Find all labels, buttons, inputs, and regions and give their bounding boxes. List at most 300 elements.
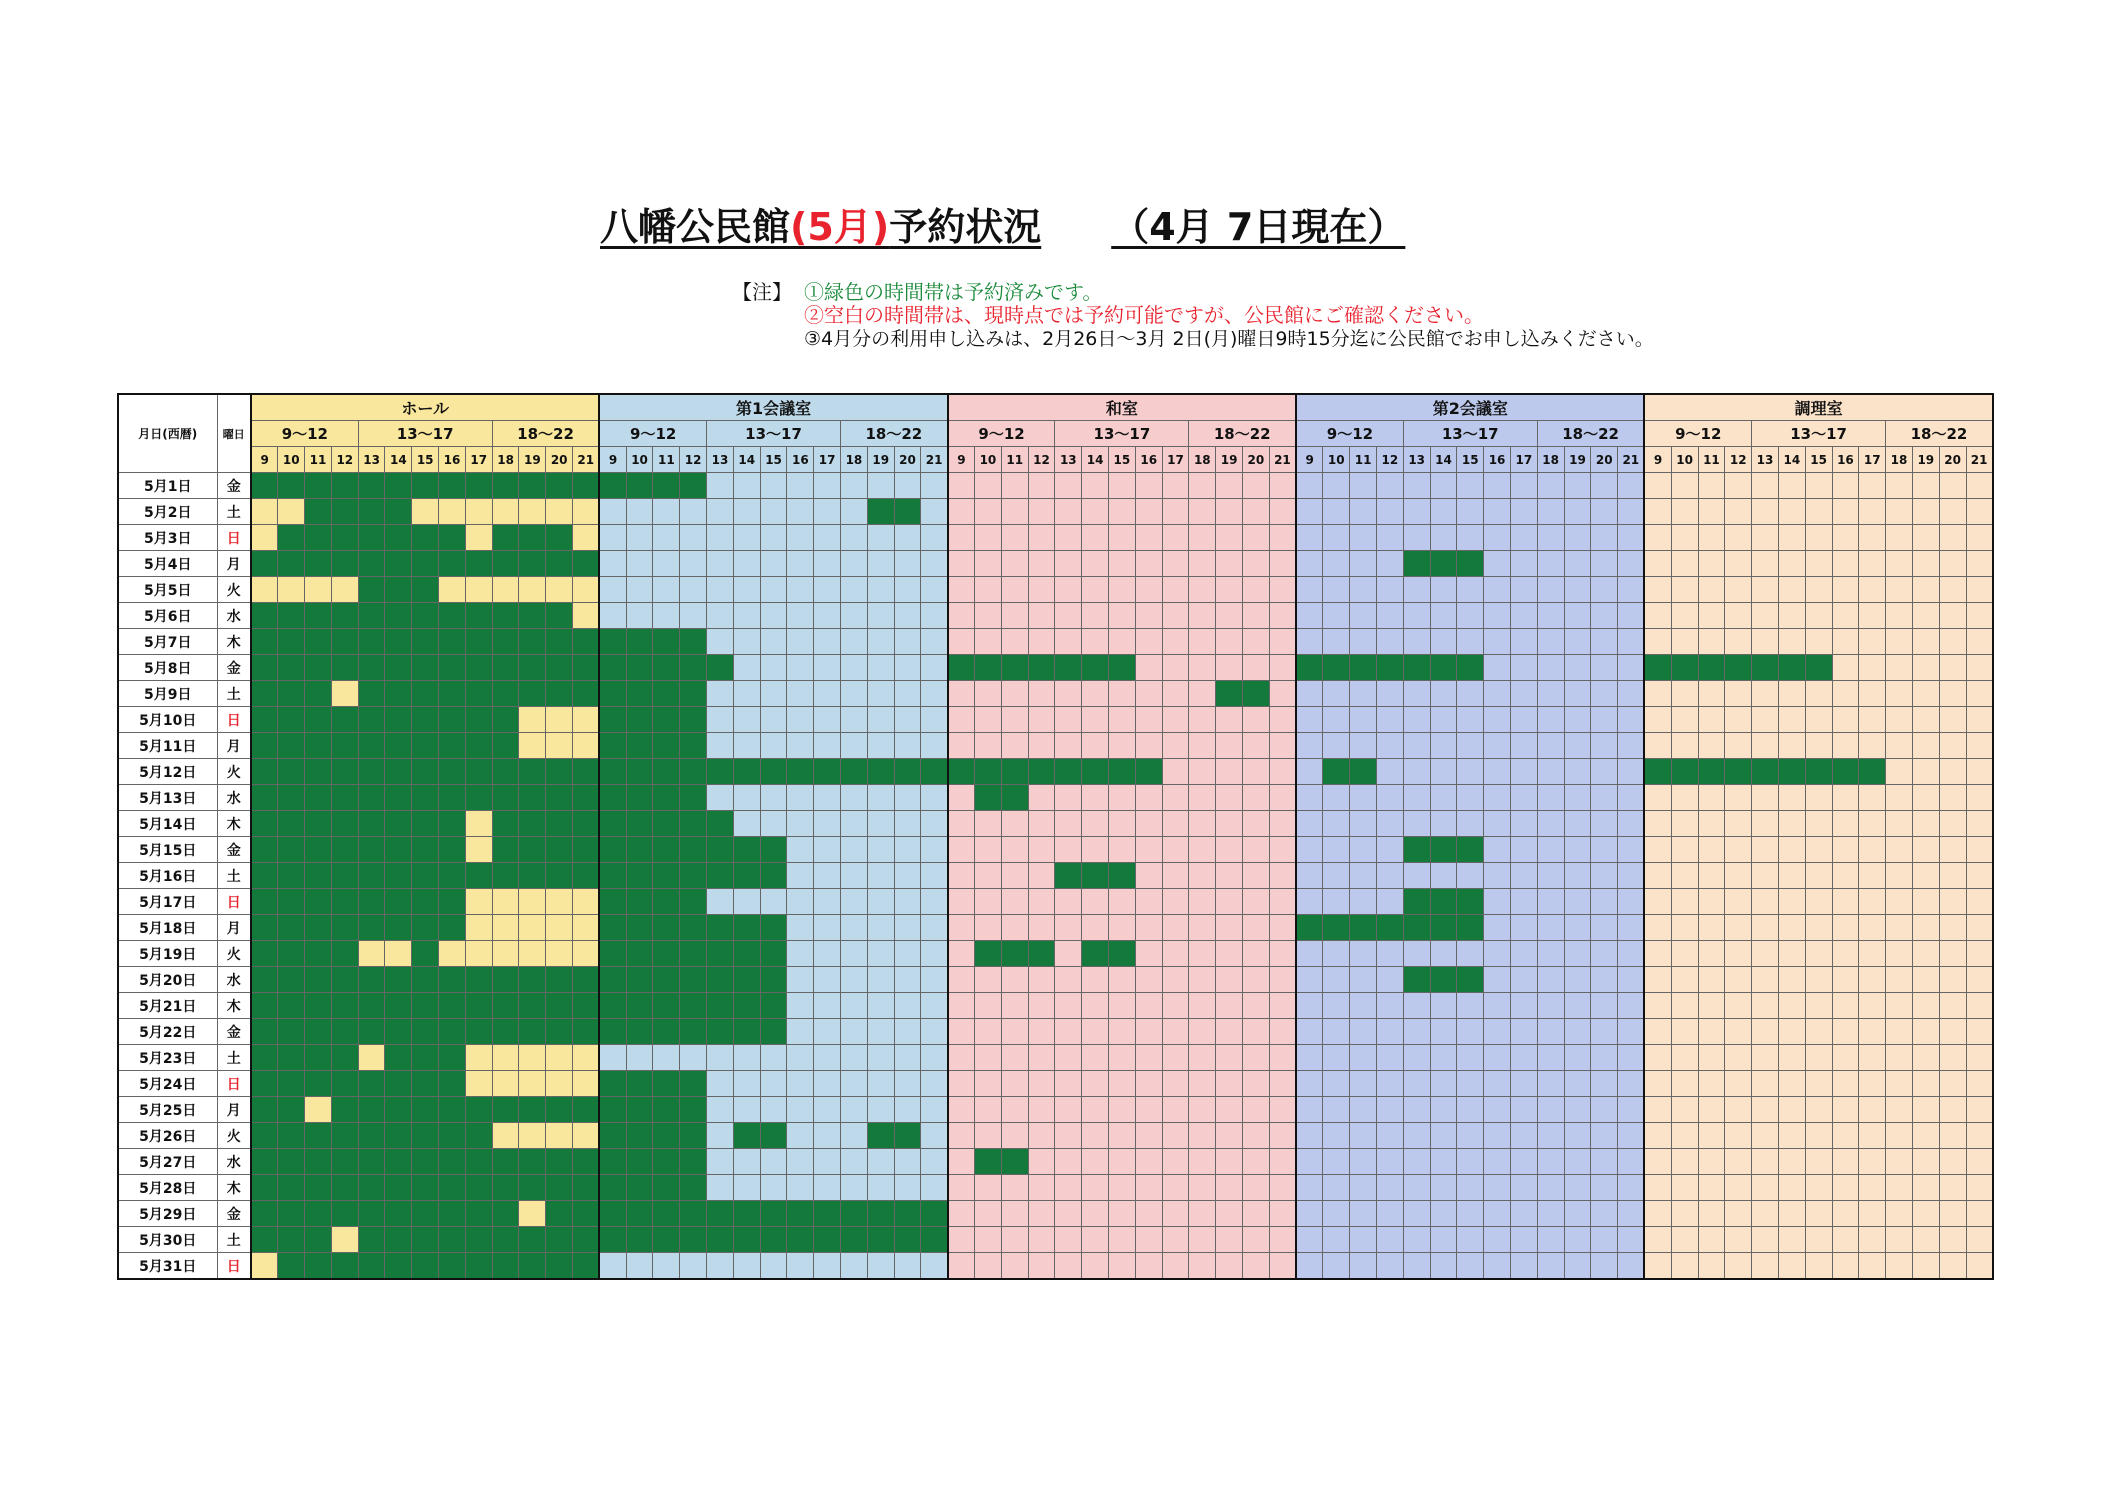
available-slot-cell [1725, 1227, 1752, 1253]
available-slot-cell [760, 473, 787, 499]
available-slot-cell [1242, 1097, 1269, 1123]
available-slot-cell [1966, 759, 1993, 785]
available-slot-cell [1135, 473, 1162, 499]
available-slot-cell [1430, 681, 1457, 707]
available-slot-cell [1805, 551, 1832, 577]
booked-slot-cell [733, 941, 760, 967]
available-slot-cell [1805, 1045, 1832, 1071]
available-slot-cell [573, 603, 600, 629]
available-slot-cell [546, 577, 573, 603]
booked-slot-cell [546, 655, 573, 681]
available-slot-cell [814, 1253, 841, 1280]
available-slot-cell [1189, 1097, 1216, 1123]
available-slot-cell [1778, 603, 1805, 629]
hour-header: 12 [680, 447, 707, 473]
available-slot-cell [1510, 525, 1537, 551]
available-slot-cell [1591, 1201, 1618, 1227]
available-slot-cell [1671, 785, 1698, 811]
booked-slot-cell [814, 1201, 841, 1227]
available-slot-cell [921, 889, 948, 915]
available-slot-cell [465, 1071, 492, 1097]
booked-slot-cell [439, 473, 466, 499]
weekday-cell: 水 [217, 967, 251, 993]
available-slot-cell [867, 525, 894, 551]
table-row [118, 941, 1993, 967]
booked-slot-cell [358, 1253, 385, 1280]
available-slot-cell [1564, 499, 1591, 525]
booked-slot-cell [439, 1227, 466, 1253]
booked-slot-cell [358, 811, 385, 837]
available-slot-cell [1832, 915, 1859, 941]
available-slot-cell [1537, 473, 1564, 499]
available-slot-cell [1189, 837, 1216, 863]
booked-slot-cell [278, 915, 305, 941]
booked-slot-cell [412, 993, 439, 1019]
available-slot-cell [1323, 733, 1350, 759]
booked-slot-cell [599, 837, 626, 863]
booked-slot-cell [519, 1175, 546, 1201]
available-slot-cell [1886, 863, 1913, 889]
available-slot-cell [841, 499, 868, 525]
available-slot-cell [787, 863, 814, 889]
available-slot-cell [278, 499, 305, 525]
available-slot-cell [921, 1253, 948, 1280]
available-slot-cell [1832, 941, 1859, 967]
available-slot-cell [1537, 1071, 1564, 1097]
available-slot-cell [1216, 759, 1243, 785]
available-slot-cell [867, 577, 894, 603]
available-slot-cell [1778, 785, 1805, 811]
room-header: ホール [251, 394, 599, 421]
available-slot-cell [1350, 1201, 1377, 1227]
available-slot-cell [1350, 1045, 1377, 1071]
available-slot-cell [707, 1149, 734, 1175]
booked-slot-cell [653, 967, 680, 993]
booked-slot-cell [251, 1149, 278, 1175]
available-slot-cell [358, 1045, 385, 1071]
available-slot-cell [1671, 1227, 1698, 1253]
available-slot-cell [546, 1045, 573, 1071]
available-slot-cell [492, 1071, 519, 1097]
booked-slot-cell [251, 785, 278, 811]
available-slot-cell [1644, 577, 1671, 603]
available-slot-cell [1912, 837, 1939, 863]
available-slot-cell [1591, 811, 1618, 837]
available-slot-cell [948, 707, 975, 733]
available-slot-cell [465, 889, 492, 915]
available-slot-cell [1939, 551, 1966, 577]
booked-slot-cell [1028, 759, 1055, 785]
available-slot-cell [1752, 577, 1779, 603]
table-row [118, 1253, 1993, 1280]
available-slot-cell [1537, 1097, 1564, 1123]
booked-slot-cell [439, 551, 466, 577]
available-slot-cell [975, 1227, 1002, 1253]
booked-slot-cell [1778, 655, 1805, 681]
booked-slot-cell [707, 941, 734, 967]
available-slot-cell [1644, 993, 1671, 1019]
booked-slot-cell [439, 993, 466, 1019]
available-slot-cell [1162, 811, 1189, 837]
available-slot-cell [626, 1253, 653, 1280]
available-slot-cell [1939, 733, 1966, 759]
weekday-cell: 土 [217, 1045, 251, 1071]
available-slot-cell [1805, 603, 1832, 629]
available-slot-cell [1725, 577, 1752, 603]
available-slot-cell [1698, 967, 1725, 993]
booked-slot-cell [519, 1097, 546, 1123]
booked-slot-cell [894, 1201, 921, 1227]
available-slot-cell [814, 629, 841, 655]
available-slot-cell [1537, 915, 1564, 941]
booked-slot-cell [546, 629, 573, 655]
available-slot-cell [1805, 577, 1832, 603]
available-slot-cell [1591, 707, 1618, 733]
booked-slot-cell [573, 811, 600, 837]
available-slot-cell [948, 811, 975, 837]
available-slot-cell [1510, 837, 1537, 863]
available-slot-cell [1966, 915, 1993, 941]
available-slot-cell [1725, 707, 1752, 733]
available-slot-cell [1832, 1123, 1859, 1149]
booked-slot-cell [653, 1149, 680, 1175]
booked-slot-cell [305, 811, 332, 837]
booked-slot-cell [1296, 655, 1323, 681]
available-slot-cell [948, 1045, 975, 1071]
available-slot-cell [733, 1175, 760, 1201]
booked-slot-cell [519, 473, 546, 499]
booked-slot-cell [707, 993, 734, 1019]
available-slot-cell [867, 863, 894, 889]
available-slot-cell [1805, 993, 1832, 1019]
available-slot-cell [1752, 889, 1779, 915]
available-slot-cell [1752, 811, 1779, 837]
available-slot-cell [1698, 1123, 1725, 1149]
booked-slot-cell [492, 1149, 519, 1175]
available-slot-cell [841, 941, 868, 967]
booked-slot-cell [599, 1149, 626, 1175]
booked-slot-cell [546, 473, 573, 499]
available-slot-cell [1403, 733, 1430, 759]
available-slot-cell [814, 681, 841, 707]
hour-header: 15 [1457, 447, 1484, 473]
available-slot-cell [1698, 1253, 1725, 1280]
available-slot-cell [1564, 473, 1591, 499]
available-slot-cell [1966, 1097, 1993, 1123]
booked-slot-cell [653, 1097, 680, 1123]
booked-slot-cell [519, 1227, 546, 1253]
available-slot-cell [546, 941, 573, 967]
available-slot-cell [1028, 837, 1055, 863]
available-slot-cell [1752, 863, 1779, 889]
time-slot-header: 9～12 [1296, 421, 1403, 447]
available-slot-cell [1698, 1019, 1725, 1045]
booked-slot-cell [385, 1071, 412, 1097]
booked-slot-cell [278, 1175, 305, 1201]
booked-slot-cell [305, 1227, 332, 1253]
available-slot-cell [921, 993, 948, 1019]
available-slot-cell [1778, 993, 1805, 1019]
available-slot-cell [439, 941, 466, 967]
available-slot-cell [1162, 629, 1189, 655]
booked-slot-cell [278, 863, 305, 889]
available-slot-cell [1832, 1227, 1859, 1253]
available-slot-cell [1912, 1097, 1939, 1123]
available-slot-cell [1162, 1097, 1189, 1123]
available-slot-cell [867, 1175, 894, 1201]
available-slot-cell [1564, 889, 1591, 915]
available-slot-cell [1939, 785, 1966, 811]
available-slot-cell [1001, 993, 1028, 1019]
booked-slot-cell [948, 759, 975, 785]
available-slot-cell [867, 993, 894, 1019]
available-slot-cell [1698, 837, 1725, 863]
available-slot-cell [1109, 681, 1136, 707]
available-slot-cell [1698, 811, 1725, 837]
available-slot-cell [1939, 603, 1966, 629]
booked-slot-cell [653, 681, 680, 707]
table-row [118, 1123, 1993, 1149]
available-slot-cell [1082, 681, 1109, 707]
available-slot-cell [1028, 603, 1055, 629]
available-slot-cell [519, 915, 546, 941]
booked-slot-cell [439, 785, 466, 811]
booked-slot-cell [546, 811, 573, 837]
hour-header: 16 [787, 447, 814, 473]
available-slot-cell [894, 915, 921, 941]
available-slot-cell [841, 681, 868, 707]
available-slot-cell [1886, 655, 1913, 681]
booked-slot-cell [733, 759, 760, 785]
available-slot-cell [787, 1253, 814, 1280]
available-slot-cell [867, 1253, 894, 1280]
available-slot-cell [1457, 473, 1484, 499]
available-slot-cell [1350, 1175, 1377, 1201]
page-title [600, 196, 1600, 251]
booked-slot-cell [1216, 681, 1243, 707]
available-slot-cell [1644, 1175, 1671, 1201]
weekday-cell: 木 [217, 1175, 251, 1201]
booked-slot-cell [278, 603, 305, 629]
available-slot-cell [1778, 551, 1805, 577]
available-slot-cell [519, 733, 546, 759]
date-cell: 5月16日 [118, 863, 217, 889]
available-slot-cell [867, 1097, 894, 1123]
available-slot-cell [1912, 499, 1939, 525]
available-slot-cell [1966, 941, 1993, 967]
available-slot-cell [1591, 1097, 1618, 1123]
available-slot-cell [1162, 1149, 1189, 1175]
available-slot-cell [1618, 707, 1645, 733]
booked-slot-cell [492, 1253, 519, 1280]
booked-slot-cell [492, 629, 519, 655]
available-slot-cell [1859, 733, 1886, 759]
hour-header: 10 [1671, 447, 1698, 473]
available-slot-cell [1939, 889, 1966, 915]
available-slot-cell [1109, 1019, 1136, 1045]
table-row [118, 525, 1993, 551]
available-slot-cell [1591, 655, 1618, 681]
available-slot-cell [1082, 1071, 1109, 1097]
hour-header: 19 [1216, 447, 1243, 473]
available-slot-cell [1778, 863, 1805, 889]
available-slot-cell [894, 837, 921, 863]
available-slot-cell [1242, 1019, 1269, 1045]
available-slot-cell [1564, 863, 1591, 889]
available-slot-cell [1109, 967, 1136, 993]
available-slot-cell [1269, 1175, 1296, 1201]
available-slot-cell [894, 941, 921, 967]
hour-header: 16 [1832, 447, 1859, 473]
available-slot-cell [1028, 499, 1055, 525]
hour-header: 17 [1510, 447, 1537, 473]
available-slot-cell [1725, 1253, 1752, 1280]
available-slot-cell [1618, 889, 1645, 915]
available-slot-cell [1698, 473, 1725, 499]
booked-slot-cell [331, 1149, 358, 1175]
booked-slot-cell [385, 1227, 412, 1253]
booked-slot-cell [358, 603, 385, 629]
available-slot-cell [948, 499, 975, 525]
time-slot-header: 13～17 [358, 421, 492, 447]
available-slot-cell [1698, 707, 1725, 733]
booked-slot-cell [680, 707, 707, 733]
available-slot-cell [331, 681, 358, 707]
booked-slot-cell [841, 1227, 868, 1253]
hour-header: 13 [707, 447, 734, 473]
available-slot-cell [841, 967, 868, 993]
available-slot-cell [1082, 707, 1109, 733]
available-slot-cell [1644, 1045, 1671, 1071]
booked-slot-cell [1698, 655, 1725, 681]
booked-slot-cell [573, 1097, 600, 1123]
available-slot-cell [1752, 1045, 1779, 1071]
available-slot-cell [439, 577, 466, 603]
available-slot-cell [1082, 629, 1109, 655]
available-slot-cell [1537, 941, 1564, 967]
booked-slot-cell [278, 993, 305, 1019]
booked-slot-cell [653, 811, 680, 837]
available-slot-cell [1242, 629, 1269, 655]
booked-slot-cell [626, 915, 653, 941]
available-slot-cell [1618, 1201, 1645, 1227]
available-slot-cell [1109, 889, 1136, 915]
available-slot-cell [1832, 811, 1859, 837]
available-slot-cell [1671, 681, 1698, 707]
available-slot-cell [1109, 1227, 1136, 1253]
date-cell: 5月8日 [118, 655, 217, 681]
booked-slot-cell [305, 1045, 332, 1071]
table-row [118, 655, 1993, 681]
available-slot-cell [1805, 1253, 1832, 1280]
booked-slot-cell [546, 1097, 573, 1123]
available-slot-cell [1269, 837, 1296, 863]
available-slot-cell [1082, 1123, 1109, 1149]
available-slot-cell [921, 733, 948, 759]
booked-slot-cell [331, 785, 358, 811]
available-slot-cell [1510, 629, 1537, 655]
available-slot-cell [1698, 1045, 1725, 1071]
date-cell: 5月18日 [118, 915, 217, 941]
booked-slot-cell [331, 655, 358, 681]
available-slot-cell [1510, 681, 1537, 707]
available-slot-cell [1269, 603, 1296, 629]
available-slot-cell [653, 551, 680, 577]
booked-slot-cell [1430, 889, 1457, 915]
available-slot-cell [1135, 551, 1162, 577]
available-slot-cell [1510, 759, 1537, 785]
booked-slot-cell [626, 941, 653, 967]
booked-slot-cell [599, 1071, 626, 1097]
booked-slot-cell [1644, 655, 1671, 681]
available-slot-cell [573, 1123, 600, 1149]
booked-slot-cell [867, 1227, 894, 1253]
available-slot-cell [1135, 1019, 1162, 1045]
available-slot-cell [1591, 1019, 1618, 1045]
date-cell: 5月30日 [118, 1227, 217, 1253]
available-slot-cell [1269, 759, 1296, 785]
available-slot-cell [1189, 473, 1216, 499]
available-slot-cell [1564, 1097, 1591, 1123]
note-3: ③4月分の利用申し込みは、2月26日～3月 2日(月)曜日9時15分迄に公民館でお申し込みください。 [804, 328, 1654, 350]
available-slot-cell [733, 1045, 760, 1071]
booked-slot-cell [599, 707, 626, 733]
available-slot-cell [948, 1097, 975, 1123]
available-slot-cell [1778, 941, 1805, 967]
booked-slot-cell [305, 473, 332, 499]
booked-slot-cell [305, 889, 332, 915]
available-slot-cell [1778, 1097, 1805, 1123]
booked-slot-cell [412, 577, 439, 603]
booked-slot-cell [626, 733, 653, 759]
available-slot-cell [1376, 993, 1403, 1019]
time-slot-header: 18～22 [1886, 421, 1993, 447]
available-slot-cell [814, 603, 841, 629]
available-slot-cell [760, 577, 787, 603]
booked-slot-cell [358, 837, 385, 863]
booked-slot-cell [385, 915, 412, 941]
booked-slot-cell [653, 889, 680, 915]
available-slot-cell [1269, 915, 1296, 941]
hour-header: 10 [1323, 447, 1350, 473]
available-slot-cell [948, 837, 975, 863]
available-slot-cell [1001, 889, 1028, 915]
available-slot-cell [1886, 993, 1913, 1019]
booked-slot-cell [921, 759, 948, 785]
booked-slot-cell [305, 733, 332, 759]
date-cell: 5月14日 [118, 811, 217, 837]
available-slot-cell [1618, 681, 1645, 707]
available-slot-cell [733, 1253, 760, 1280]
available-slot-cell [1403, 577, 1430, 603]
available-slot-cell [1055, 577, 1082, 603]
booked-slot-cell [439, 889, 466, 915]
booked-slot-cell [439, 1201, 466, 1227]
booked-slot-cell [251, 1123, 278, 1149]
available-slot-cell [1189, 655, 1216, 681]
booked-slot-cell [680, 1097, 707, 1123]
available-slot-cell [1162, 1123, 1189, 1149]
available-slot-cell [1323, 707, 1350, 733]
available-slot-cell [1028, 1123, 1055, 1149]
available-slot-cell [1055, 785, 1082, 811]
booked-slot-cell [385, 473, 412, 499]
available-slot-cell [1055, 889, 1082, 915]
booked-slot-cell [305, 1071, 332, 1097]
available-slot-cell [680, 603, 707, 629]
booked-slot-cell [626, 1227, 653, 1253]
hour-header: 13 [1403, 447, 1430, 473]
